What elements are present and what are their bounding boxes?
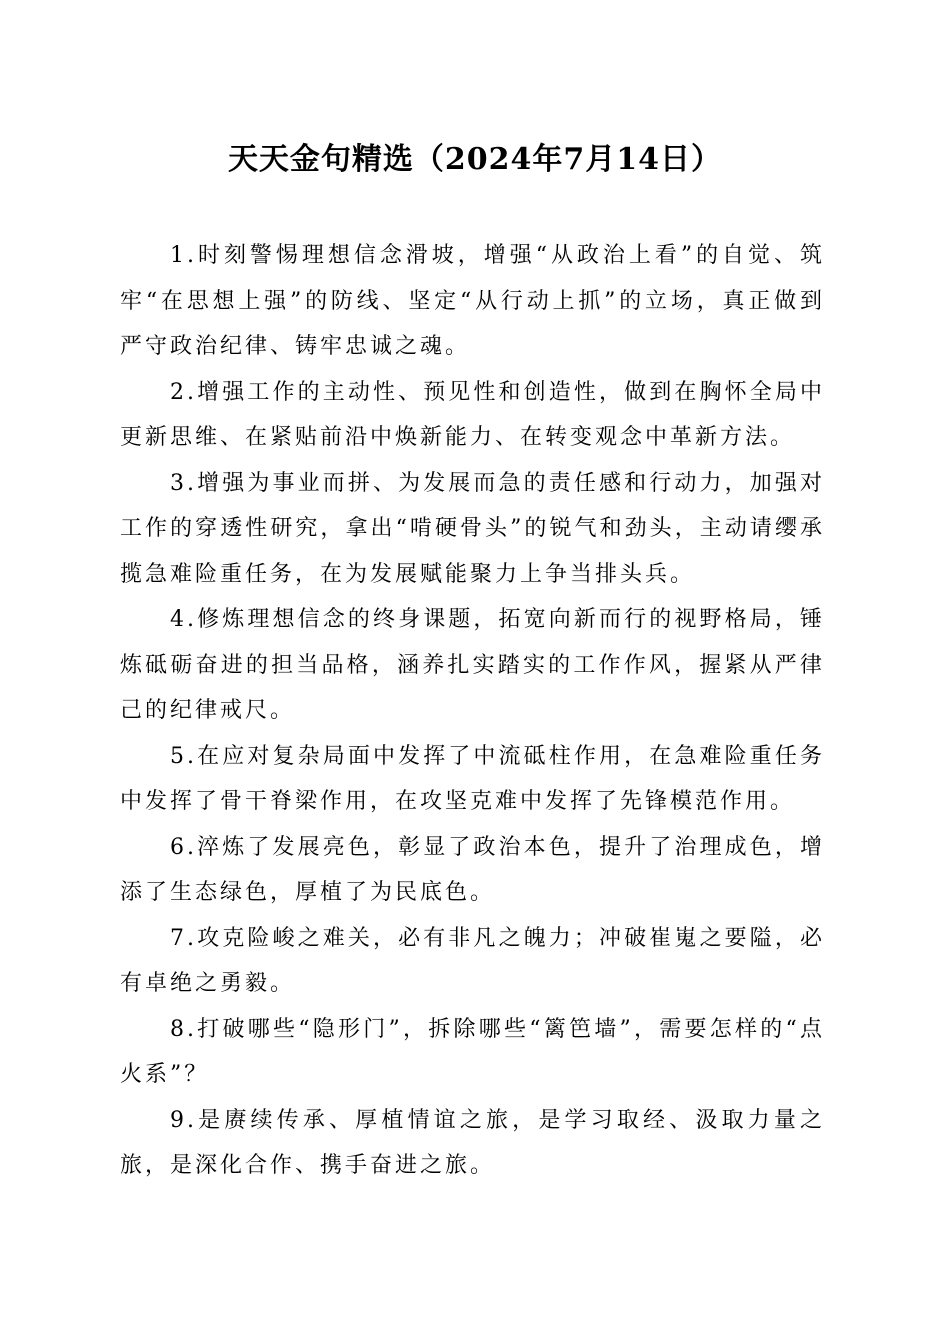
quote-item-2: 2.增强工作的主动性、预见性和创造性，做到在胸怀全局中更新思维、在紧贴前沿中焕新能力、在转变观念中革新方法。	[120, 379, 825, 450]
quote-item-4: 4.修炼理想信念的终身课题，拓宽向新而行的视野格局，锤炼砥砺奋进的担当品格，涵养扎实踏实的工作作风，握紧从严律己的纪律戒尺。	[120, 607, 825, 723]
quote-item-9: 9.是赓续传承、厚植情谊之旅，是学习取经、汲取力量之旅，是深化合作、携手奋进之旅。	[120, 1107, 825, 1178]
quote-item-7: 7.攻克险峻之难关，必有非凡之魄力；冲破崔嵬之要隘，必有卓绝之勇毅。	[120, 925, 825, 996]
document-title: 天天金句精选（2024年7月14日）	[227, 142, 723, 177]
quote-item-5: 5.在应对复杂局面中发挥了中流砥柱作用，在急难险重任务中发挥了骨干脊梁作用，在攻坚克难中发挥了先锋模范作用。	[120, 743, 825, 814]
quote-item-6: 6.淬炼了发展亮色，彰显了政治本色，提升了治理成色，增添了生态绿色，厚植了为民底色。	[120, 834, 825, 905]
quote-item-3: 3.增强为事业而拼、为发展而急的责任感和行动力，加强对工作的穿透性研究，拿出“啃硬骨头”的锐气和劲头，主动请缨承揽急难险重任务，在为发展赋能聚力上争当排头兵。	[120, 470, 825, 587]
quote-item-8: 8.打破哪些“隐形门”，拆除哪些“篱笆墙”，需要怎样的“点火系”？	[120, 1016, 825, 1087]
document-body	[120, 233, 825, 1189]
quote-item-1: 1.时刻警惕理想信念滑坡，增强“从政治上看”的自觉、筑牢“在思想上强”的防线、坚定“从行动上抓”的立场，真正做到严守政治纪律、铸牢忠诚之魂。	[120, 243, 825, 359]
